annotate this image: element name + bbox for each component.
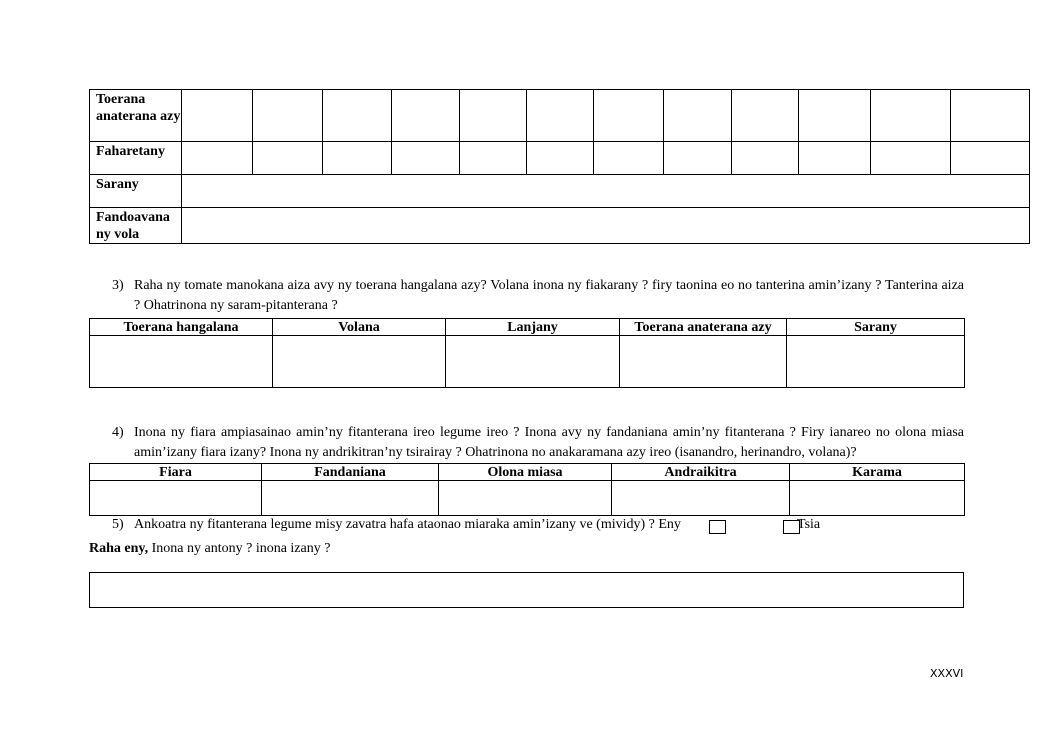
no-option-label: Tsia	[797, 517, 821, 532]
table-cell[interactable]	[799, 142, 871, 175]
question-5	[112, 515, 972, 535]
follow-up-condition: Raha eny,	[89, 541, 149, 556]
table-cell[interactable]	[253, 90, 323, 142]
column-header: Sarany	[787, 319, 965, 336]
table-cell[interactable]	[323, 90, 392, 142]
table-cell-merged[interactable]	[182, 175, 1030, 208]
table-cell[interactable]	[787, 336, 965, 388]
column-header: Toerana anaterana azy	[620, 319, 787, 336]
table-cell[interactable]	[527, 142, 594, 175]
table-cell[interactable]	[182, 142, 253, 175]
table-cell[interactable]	[594, 90, 664, 142]
question-number: 5)	[112, 517, 124, 532]
table-row	[90, 481, 965, 516]
table-cell[interactable]	[951, 142, 1030, 175]
row-label: Toerana anaterana azy	[90, 90, 182, 142]
column-header: Karama	[790, 464, 965, 481]
column-header: Fiara	[90, 464, 262, 481]
table-header-row	[90, 464, 965, 481]
table-cell[interactable]	[527, 90, 594, 142]
row-label: Sarany	[90, 175, 182, 208]
column-header: Olona miasa	[439, 464, 612, 481]
table-cell[interactable]	[460, 90, 527, 142]
column-header: Andraikitra	[612, 464, 790, 481]
column-header: Toerana hangalana	[90, 319, 273, 336]
table-cell[interactable]	[620, 336, 787, 388]
table-cell[interactable]	[90, 336, 273, 388]
table-cell[interactable]	[323, 142, 392, 175]
table-header-row	[90, 319, 965, 336]
page-number: XXXVI	[930, 667, 964, 680]
table-cell[interactable]	[392, 142, 460, 175]
answer-box[interactable]	[89, 572, 964, 608]
table-cell[interactable]	[253, 142, 323, 175]
table-cell[interactable]	[664, 90, 732, 142]
table-cell[interactable]	[664, 142, 732, 175]
table-cell[interactable]	[262, 481, 439, 516]
table-cell[interactable]	[871, 142, 951, 175]
table-cell[interactable]	[951, 90, 1030, 142]
table-cell[interactable]	[439, 481, 612, 516]
follow-up-text: Inona ny antony ? inona izany ?	[148, 541, 331, 556]
table-row	[90, 142, 1030, 175]
table-cell[interactable]	[392, 90, 460, 142]
table-cell[interactable]	[273, 336, 446, 388]
table-cell[interactable]	[460, 142, 527, 175]
table-cell[interactable]	[594, 142, 664, 175]
vehicle-table	[89, 463, 965, 516]
row-label: Fandoavana ny vola	[90, 208, 182, 244]
question-text: Raha ny tomate manokana aiza avy ny toerana hangalana azy? Volana inona ny fiakarany ? firy taonina eo no tanterina amin’izany ? Tanterina aiza ? Ohatrinona ny saram-pitanterana ?	[134, 278, 964, 313]
table-cell-merged[interactable]	[182, 208, 1030, 244]
table-cell[interactable]	[446, 336, 620, 388]
table-row	[90, 90, 1030, 142]
follow-up-question	[89, 539, 330, 559]
question-text: Ankoatra ny fitanterana legume misy zavatra hafa ataonao miaraka amin’izany ve (mividy) ? Eny	[134, 517, 681, 532]
question-number: 3)	[112, 278, 124, 293]
row-label: Faharetany	[90, 142, 182, 175]
column-header: Fandaniana	[262, 464, 439, 481]
table-cell[interactable]	[799, 90, 871, 142]
table-cell[interactable]	[732, 90, 799, 142]
question-text: Inona ny fiara ampiasainao amin’ny fitanterana ireo legume ireo ? Inona avy ny fandaniana amin’ny fitanterana ? Firy ianareo no olona miasa amin’izany fiara izany? Inona ny andrikitran’ny tsirairay ? Ohatrinona no anakaramana azy ireo (isanandro, herinandro, volana)?	[134, 425, 964, 460]
table-row	[90, 336, 965, 388]
column-header: Volana	[273, 319, 446, 336]
column-header: Lanjany	[446, 319, 620, 336]
table-row	[90, 175, 1030, 208]
transport-summary-table	[89, 89, 1030, 244]
table-cell[interactable]	[90, 481, 262, 516]
table-cell[interactable]	[612, 481, 790, 516]
tomato-source-table	[89, 318, 965, 388]
table-cell[interactable]	[871, 90, 951, 142]
question-number: 4)	[112, 425, 124, 440]
table-cell[interactable]	[790, 481, 965, 516]
table-cell[interactable]	[732, 142, 799, 175]
table-row	[90, 208, 1030, 244]
table-cell[interactable]	[182, 90, 253, 142]
yes-checkbox[interactable]	[709, 520, 726, 534]
